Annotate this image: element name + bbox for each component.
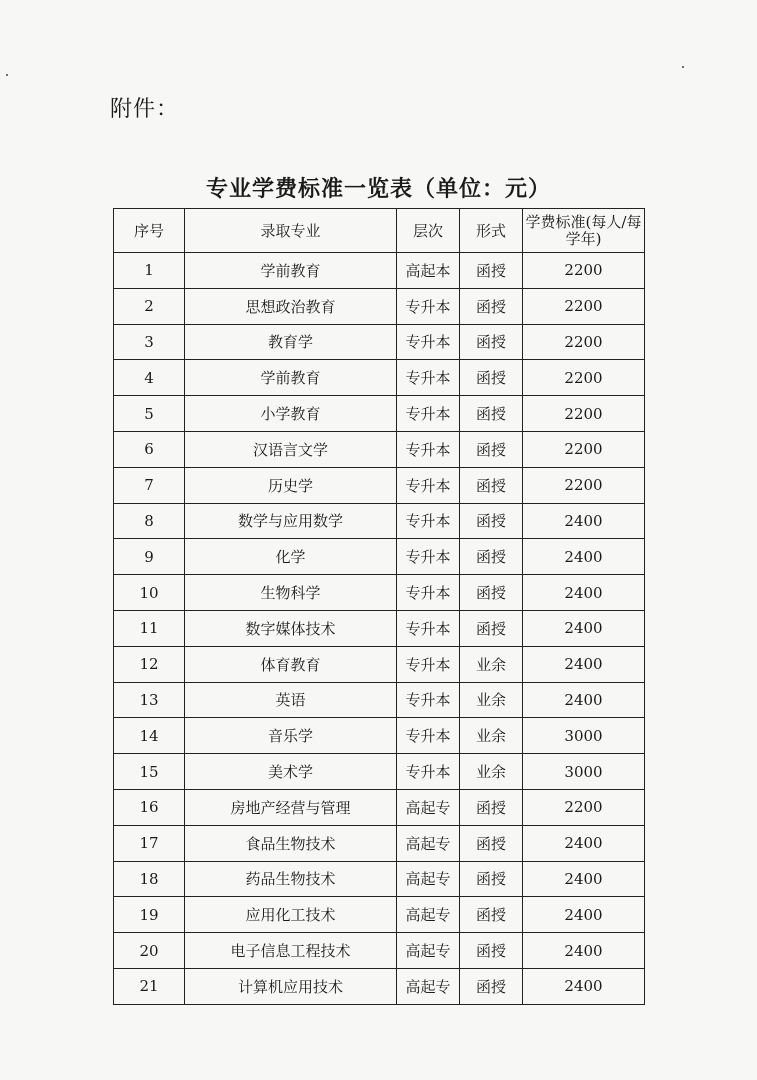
cell-level: 专升本 [397, 575, 460, 611]
table-row [114, 933, 645, 969]
cell-fee: 2200 [523, 789, 645, 825]
cell-no: 2 [114, 288, 185, 324]
cell-major: 音乐学 [185, 718, 397, 754]
cell-form: 业余 [460, 754, 523, 790]
attachment-label: 附件： [110, 97, 180, 122]
cell-fee: 2400 [523, 503, 645, 539]
cell-major: 房地产经营与管理 [185, 789, 397, 825]
table-row [114, 431, 645, 467]
cell-no: 1 [114, 253, 185, 289]
cell-form: 函授 [460, 253, 523, 289]
cell-form: 函授 [460, 467, 523, 503]
table-row [114, 610, 645, 646]
cell-major: 化学 [185, 539, 397, 575]
table-header-row [114, 209, 645, 253]
cell-major: 历史学 [185, 467, 397, 503]
cell-no: 12 [114, 646, 185, 682]
cell-fee: 2200 [523, 324, 645, 360]
cell-level: 专升本 [397, 610, 460, 646]
cell-major: 电子信息工程技术 [185, 933, 397, 969]
cell-level: 专升本 [397, 467, 460, 503]
cell-no: 8 [114, 503, 185, 539]
table-row [114, 968, 645, 1004]
cell-fee: 2400 [523, 933, 645, 969]
table-row [114, 539, 645, 575]
cell-level: 专升本 [397, 646, 460, 682]
cell-no: 17 [114, 825, 185, 861]
cell-no: 5 [114, 396, 185, 432]
cell-form: 业余 [460, 718, 523, 754]
cell-level: 专升本 [397, 396, 460, 432]
cell-major: 计算机应用技术 [185, 968, 397, 1004]
header-no: 序号 [114, 209, 185, 253]
cell-level: 专升本 [397, 431, 460, 467]
cell-fee: 2400 [523, 539, 645, 575]
cell-major: 体育教育 [185, 646, 397, 682]
cell-fee: 2200 [523, 288, 645, 324]
cell-major: 英语 [185, 682, 397, 718]
table-row [114, 503, 645, 539]
table-row [114, 360, 645, 396]
cell-form: 函授 [460, 324, 523, 360]
cell-form: 函授 [460, 789, 523, 825]
table-row [114, 288, 645, 324]
cell-fee: 2400 [523, 682, 645, 718]
cell-major: 生物科学 [185, 575, 397, 611]
cell-level: 高起专 [397, 933, 460, 969]
cell-major: 汉语言文学 [185, 431, 397, 467]
cell-level: 高起专 [397, 789, 460, 825]
table-row [114, 754, 645, 790]
cell-fee: 2200 [523, 396, 645, 432]
table-row [114, 682, 645, 718]
header-form: 形式 [460, 209, 523, 253]
cell-major: 学前教育 [185, 253, 397, 289]
cell-level: 专升本 [397, 503, 460, 539]
cell-form: 业余 [460, 682, 523, 718]
cell-major: 教育学 [185, 324, 397, 360]
cell-no: 11 [114, 610, 185, 646]
cell-major: 学前教育 [185, 360, 397, 396]
cell-form: 函授 [460, 610, 523, 646]
cell-fee: 2400 [523, 968, 645, 1004]
cell-form: 函授 [460, 288, 523, 324]
cell-level: 高起专 [397, 968, 460, 1004]
cell-fee: 3000 [523, 718, 645, 754]
cell-no: 16 [114, 789, 185, 825]
cell-no: 6 [114, 431, 185, 467]
cell-major: 数字媒体技术 [185, 610, 397, 646]
cell-major: 数学与应用数学 [185, 503, 397, 539]
cell-major: 应用化工技术 [185, 897, 397, 933]
table-row [114, 646, 645, 682]
cell-no: 10 [114, 575, 185, 611]
header-level: 层次 [397, 209, 460, 253]
cell-no: 15 [114, 754, 185, 790]
cell-form: 函授 [460, 861, 523, 897]
cell-level: 高起专 [397, 897, 460, 933]
table-row [114, 575, 645, 611]
cell-major: 美术学 [185, 754, 397, 790]
cell-form: 函授 [460, 360, 523, 396]
cell-fee: 2400 [523, 575, 645, 611]
table-row [114, 718, 645, 754]
cell-no: 13 [114, 682, 185, 718]
cell-major: 药品生物技术 [185, 861, 397, 897]
table-row [114, 825, 645, 861]
table-body [114, 253, 645, 1005]
table-row [114, 861, 645, 897]
cell-fee: 2400 [523, 825, 645, 861]
cell-level: 专升本 [397, 539, 460, 575]
cell-form: 业余 [460, 646, 523, 682]
cell-no: 9 [114, 539, 185, 575]
cell-fee: 2200 [523, 467, 645, 503]
cell-fee: 2200 [523, 253, 645, 289]
cell-no: 4 [114, 360, 185, 396]
cell-fee: 2400 [523, 897, 645, 933]
header-fee: 学费标准(每人/每学年) [523, 209, 645, 253]
cell-form: 函授 [460, 897, 523, 933]
table-row [114, 396, 645, 432]
cell-major: 小学教育 [185, 396, 397, 432]
table-row [114, 324, 645, 360]
table-row [114, 789, 645, 825]
cell-form: 函授 [460, 575, 523, 611]
cell-fee: 3000 [523, 754, 645, 790]
cell-no: 21 [114, 968, 185, 1004]
cell-fee: 2400 [523, 646, 645, 682]
fee-table [113, 208, 645, 1005]
table-row [114, 467, 645, 503]
cell-level: 高起本 [397, 253, 460, 289]
cell-form: 函授 [460, 503, 523, 539]
cell-no: 18 [114, 861, 185, 897]
cell-fee: 2200 [523, 431, 645, 467]
scan-speck [682, 66, 684, 68]
cell-form: 函授 [460, 431, 523, 467]
cell-level: 专升本 [397, 754, 460, 790]
header-major: 录取专业 [185, 209, 397, 253]
cell-fee: 2400 [523, 861, 645, 897]
cell-no: 20 [114, 933, 185, 969]
cell-level: 专升本 [397, 360, 460, 396]
cell-level: 专升本 [397, 682, 460, 718]
table-row [114, 253, 645, 289]
cell-level: 高起专 [397, 861, 460, 897]
cell-form: 函授 [460, 968, 523, 1004]
cell-form: 函授 [460, 825, 523, 861]
cell-level: 专升本 [397, 718, 460, 754]
cell-level: 专升本 [397, 324, 460, 360]
cell-no: 14 [114, 718, 185, 754]
cell-major: 食品生物技术 [185, 825, 397, 861]
cell-no: 7 [114, 467, 185, 503]
cell-no: 19 [114, 897, 185, 933]
table-row [114, 897, 645, 933]
cell-form: 函授 [460, 539, 523, 575]
page-title: 专业学费标准一览表（单位：元） [205, 176, 551, 202]
cell-level: 高起专 [397, 825, 460, 861]
cell-fee: 2400 [523, 610, 645, 646]
scan-speck [6, 74, 8, 76]
cell-form: 函授 [460, 396, 523, 432]
cell-level: 专升本 [397, 288, 460, 324]
cell-no: 3 [114, 324, 185, 360]
cell-major: 思想政治教育 [185, 288, 397, 324]
cell-fee: 2200 [523, 360, 645, 396]
cell-form: 函授 [460, 933, 523, 969]
